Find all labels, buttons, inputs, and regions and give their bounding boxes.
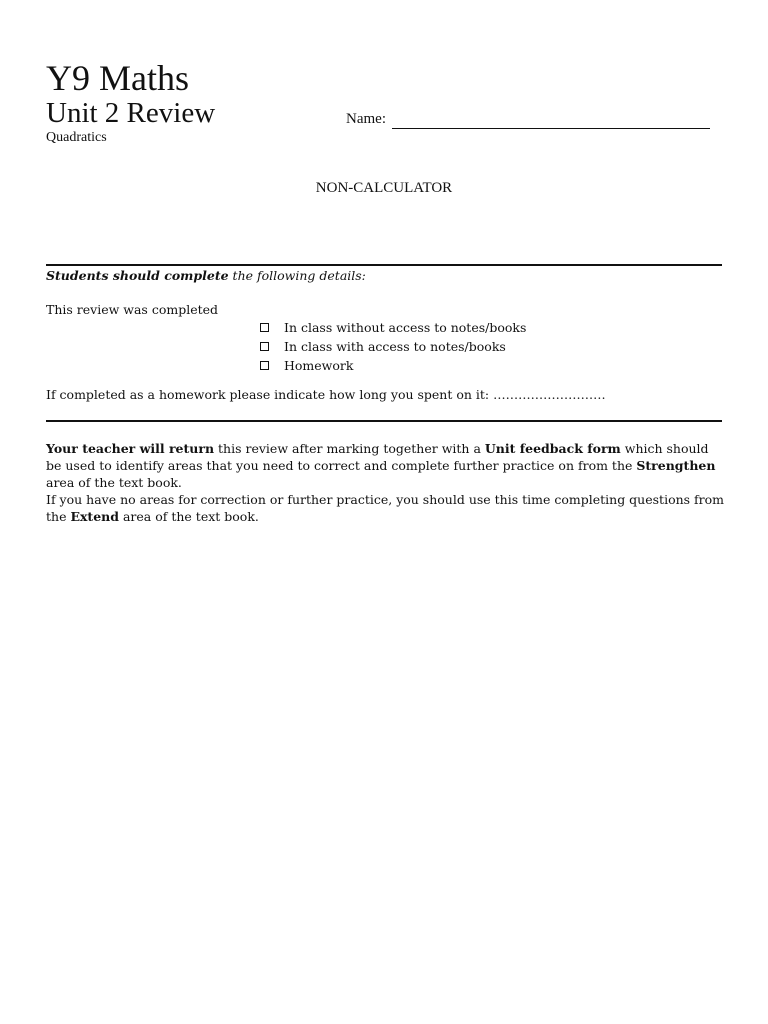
feedback-form-emphasis: Unit feedback form <box>484 441 621 456</box>
document-title: Y9 Maths <box>46 58 189 98</box>
topic-subtitle: Quadratics <box>46 130 107 145</box>
checkbox-icon[interactable] <box>260 361 269 370</box>
completion-options <box>258 318 526 375</box>
instructions-paragraph-1 <box>46 440 726 491</box>
instructions-text: this review after marking together with a <box>214 441 485 456</box>
option-class-without-notes[interactable] <box>258 318 526 337</box>
option-label: Homework <box>284 358 354 373</box>
checkbox-icon[interactable] <box>260 342 269 351</box>
details-intro-rest: the following details: <box>228 268 366 283</box>
bottom-divider <box>46 420 722 422</box>
name-blank-line[interactable] <box>392 113 710 129</box>
details-intro <box>46 267 366 284</box>
teacher-return-emphasis: Your teacher will return <box>46 441 215 456</box>
strengthen-emphasis: Strengthen <box>636 458 716 473</box>
instructions-text: which should be used to identify areas that you need to correct and complete further practice on from the <box>46 441 709 473</box>
instructions-text: area of the text book. <box>46 475 182 490</box>
name-field-row <box>346 109 710 129</box>
homework-time-blank[interactable]: ……………………… <box>493 387 606 402</box>
extend-emphasis: Extend <box>70 509 119 524</box>
instructions-paragraph-2 <box>46 491 726 525</box>
completed-label: This review was completed <box>46 302 219 317</box>
details-intro-emphasis: Students should complete <box>46 268 229 283</box>
top-divider <box>46 264 722 266</box>
instructions-text: If you have no areas for correction or further practice, you should use this time completing questions from the <box>46 492 725 524</box>
name-label: Name: <box>346 111 386 127</box>
option-class-with-notes[interactable] <box>258 337 526 356</box>
option-label: In class with access to notes/books <box>284 339 506 354</box>
option-homework[interactable] <box>258 356 526 375</box>
homework-time-row <box>46 386 606 403</box>
checkbox-icon[interactable] <box>260 323 269 332</box>
option-label: In class without access to notes/books <box>284 320 527 335</box>
instructions <box>46 440 726 525</box>
instructions-text: area of the text book. <box>119 509 259 524</box>
unit-title: Unit 2 Review <box>46 97 216 129</box>
homework-time-question: If completed as a homework please indicate how long you spent on it: <box>46 387 490 402</box>
calculator-mode-label: NON-CALCULATOR <box>315 180 453 196</box>
